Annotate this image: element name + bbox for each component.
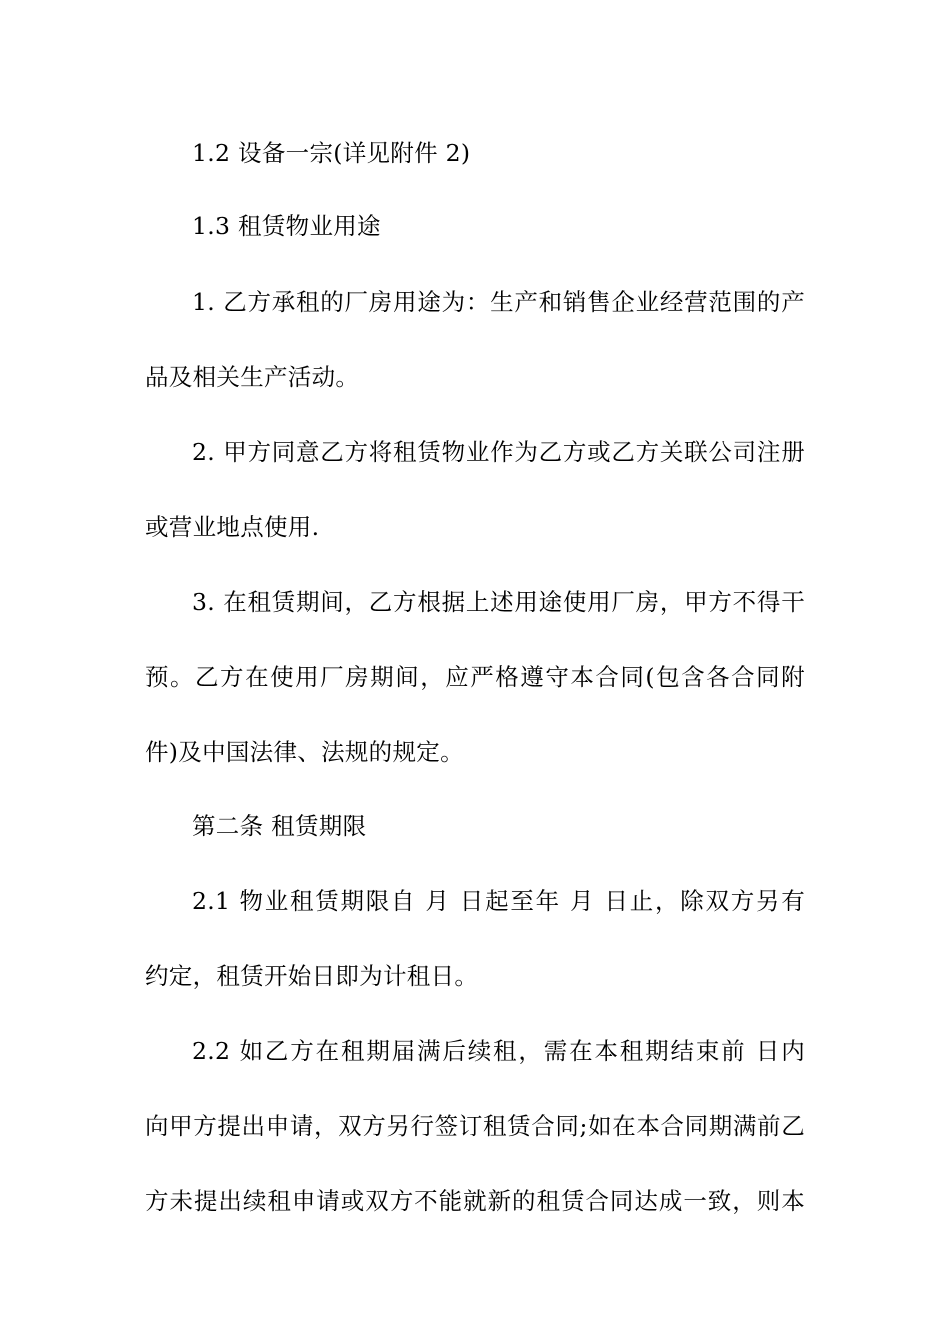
clause-1-3-item-2-line-2: 或营业地点使用. xyxy=(145,513,320,541)
clause-1-3-item-1-line-1: 1. 乙方承租的厂房用途为：生产和销售企业经营范围的产 xyxy=(192,288,805,316)
clause-2-2-line-1: 2.2 如乙方在租期届满后续租，需在本租期结束前 日内 xyxy=(192,1037,805,1065)
clause-2-2-line-2: 向甲方提出申请，双方另行签订租赁合同;如在本合同期满前乙 xyxy=(145,1112,805,1140)
clause-1-3-item-2-line-1: 2. 甲方同意乙方将租赁物业作为乙方或乙方关联公司注册 xyxy=(192,438,805,466)
article-2-heading: 第二条 租赁期限 xyxy=(192,812,367,840)
clause-1-3-heading: 1.3 租赁物业用途 xyxy=(192,212,381,240)
clause-2-2-line-3: 方未提出续租申请或双方不能就新的租赁合同达成一致，则本 xyxy=(145,1187,805,1215)
clause-1-3-item-3-line-3: 件)及中国法律、法规的规定。 xyxy=(145,738,464,766)
clause-1-2-line: 1.2 设备一宗(详见附件 2) xyxy=(192,139,471,167)
clause-1-3-item-1-line-2: 品及相关生产活动。 xyxy=(145,363,360,391)
clause-2-1-line-1: 2.1 物业租赁期限自 月 日起至年 月 日止，除双方另有 xyxy=(192,887,805,915)
clause-2-1-line-2: 约定，租赁开始日即为计租日。 xyxy=(145,962,479,990)
clause-1-3-item-3-line-1: 3. 在租赁期间，乙方根据上述用途使用厂房，甲方不得干 xyxy=(192,588,805,616)
clause-1-3-item-3-line-2: 预。乙方在使用厂房期间，应严格遵守本合同(包含各合同附 xyxy=(145,663,805,691)
